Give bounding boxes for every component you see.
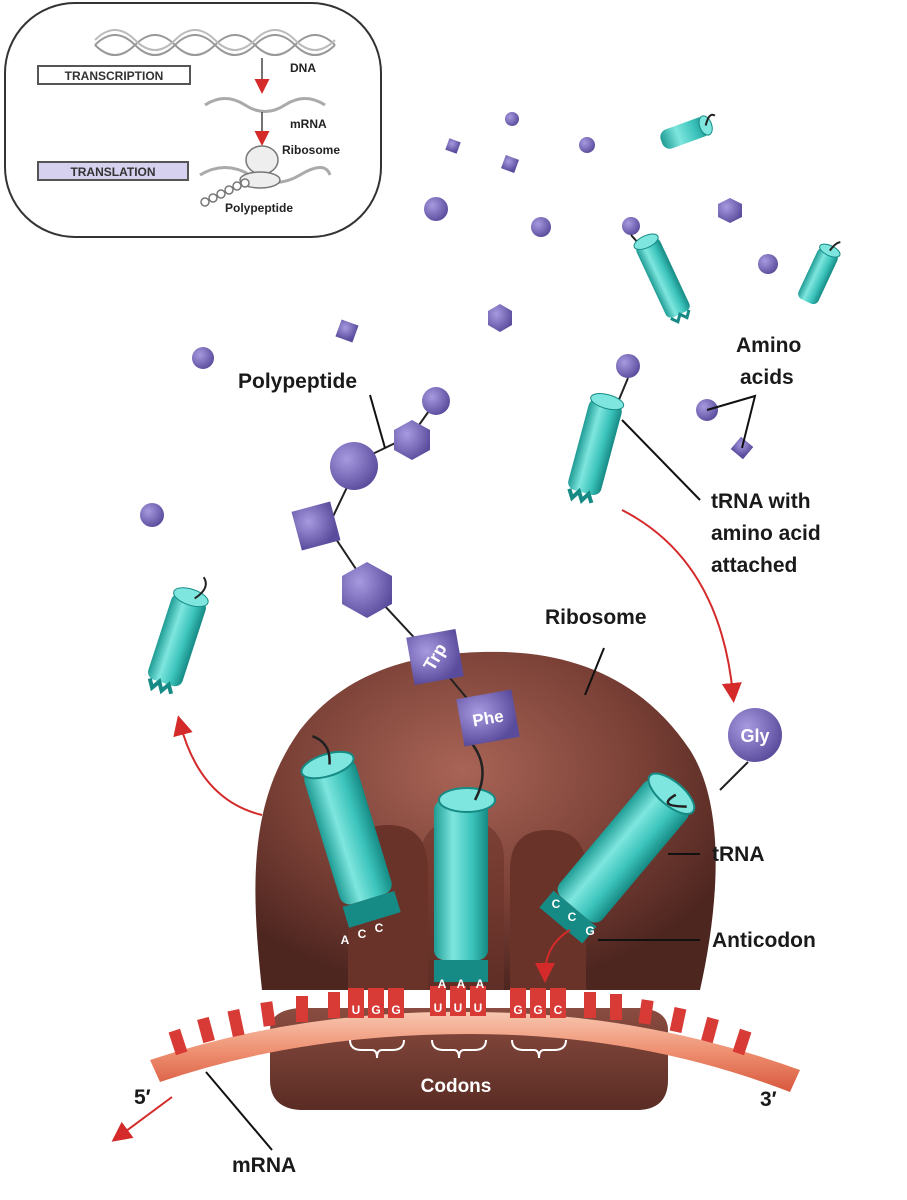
amino-acid: [192, 347, 214, 369]
trp-label: Trp: [419, 639, 451, 675]
amino-acid: [394, 420, 430, 460]
transcription-label: TRANSCRIPTION: [64, 69, 164, 83]
gly-label: Gly: [740, 726, 770, 746]
trna-amino-acid-label-line3: attached: [711, 554, 798, 577]
polypeptide-label: Polypeptide: [238, 370, 358, 393]
codons-label: Codons: [420, 1076, 492, 1097]
codon-base: U: [351, 1003, 361, 1017]
amino-acid: [140, 503, 164, 527]
codon-base: G: [391, 1003, 401, 1017]
anticodon-middle: [438, 977, 485, 991]
codon-base: U: [453, 1001, 463, 1015]
anticodon-base: C: [374, 921, 384, 935]
anticodon-base: A: [475, 977, 485, 991]
anticodon-base: C: [567, 910, 577, 924]
codon-base: U: [433, 1001, 443, 1015]
amino-acid: [445, 138, 460, 153]
anticodon-base: C: [357, 927, 367, 941]
anticodon-base: A: [340, 933, 350, 947]
amino-acid: [422, 387, 450, 415]
amino-acid: [335, 319, 358, 342]
anticodon-base: A: [437, 977, 447, 991]
amino-acids-label-line2: acids: [740, 366, 794, 389]
mrna-label: mRNA: [232, 1154, 297, 1177]
amino-acid: [531, 217, 551, 237]
amino-acid: [501, 155, 519, 173]
trna-amino-acid-label-line2: amino acid: [711, 522, 821, 545]
inset-ribosome-label: Ribosome: [282, 143, 341, 157]
inset-mrna-label: mRNA: [290, 117, 327, 131]
inset-dna-label: DNA: [290, 61, 316, 75]
amino-acid: [718, 198, 742, 223]
phe-label: Phe: [471, 706, 506, 731]
amino-acid: [579, 137, 595, 153]
inset-ribosome-icon: [246, 146, 278, 174]
overview-inset: [5, 3, 381, 237]
anticodon-base: G: [585, 924, 595, 938]
anticodon-base: A: [456, 977, 466, 991]
departing-trna-arrow: [180, 723, 262, 815]
codon-base: G: [371, 1003, 381, 1017]
anticodon-label: Anticodon: [712, 929, 816, 952]
amino-acid: [330, 442, 378, 490]
codon-base: G: [513, 1003, 523, 1017]
amino-acid: [342, 562, 392, 618]
anticodon-base: C: [551, 897, 561, 911]
ribosome-label: Ribosome: [545, 606, 647, 629]
amino-acid: [505, 112, 519, 126]
amino-acid: [292, 502, 341, 551]
trna-label: tRNA: [712, 843, 765, 866]
amino-acid: [488, 304, 512, 332]
three-prime-label: 3′: [760, 1088, 777, 1111]
amino-acids-label-line1: Amino: [736, 334, 802, 357]
codon-base: C: [553, 1003, 563, 1017]
five-prime-label: 5′: [134, 1086, 151, 1109]
amino-acid: [424, 197, 448, 221]
translation-label: TRANSLATION: [70, 165, 156, 179]
amino-acid: [758, 254, 778, 274]
inset-polypeptide-label: Polypeptide: [225, 201, 294, 215]
codon-base: G: [533, 1003, 543, 1017]
codon-base: U: [473, 1001, 483, 1015]
trna-amino-acid-label-line1: tRNA with: [711, 490, 811, 513]
